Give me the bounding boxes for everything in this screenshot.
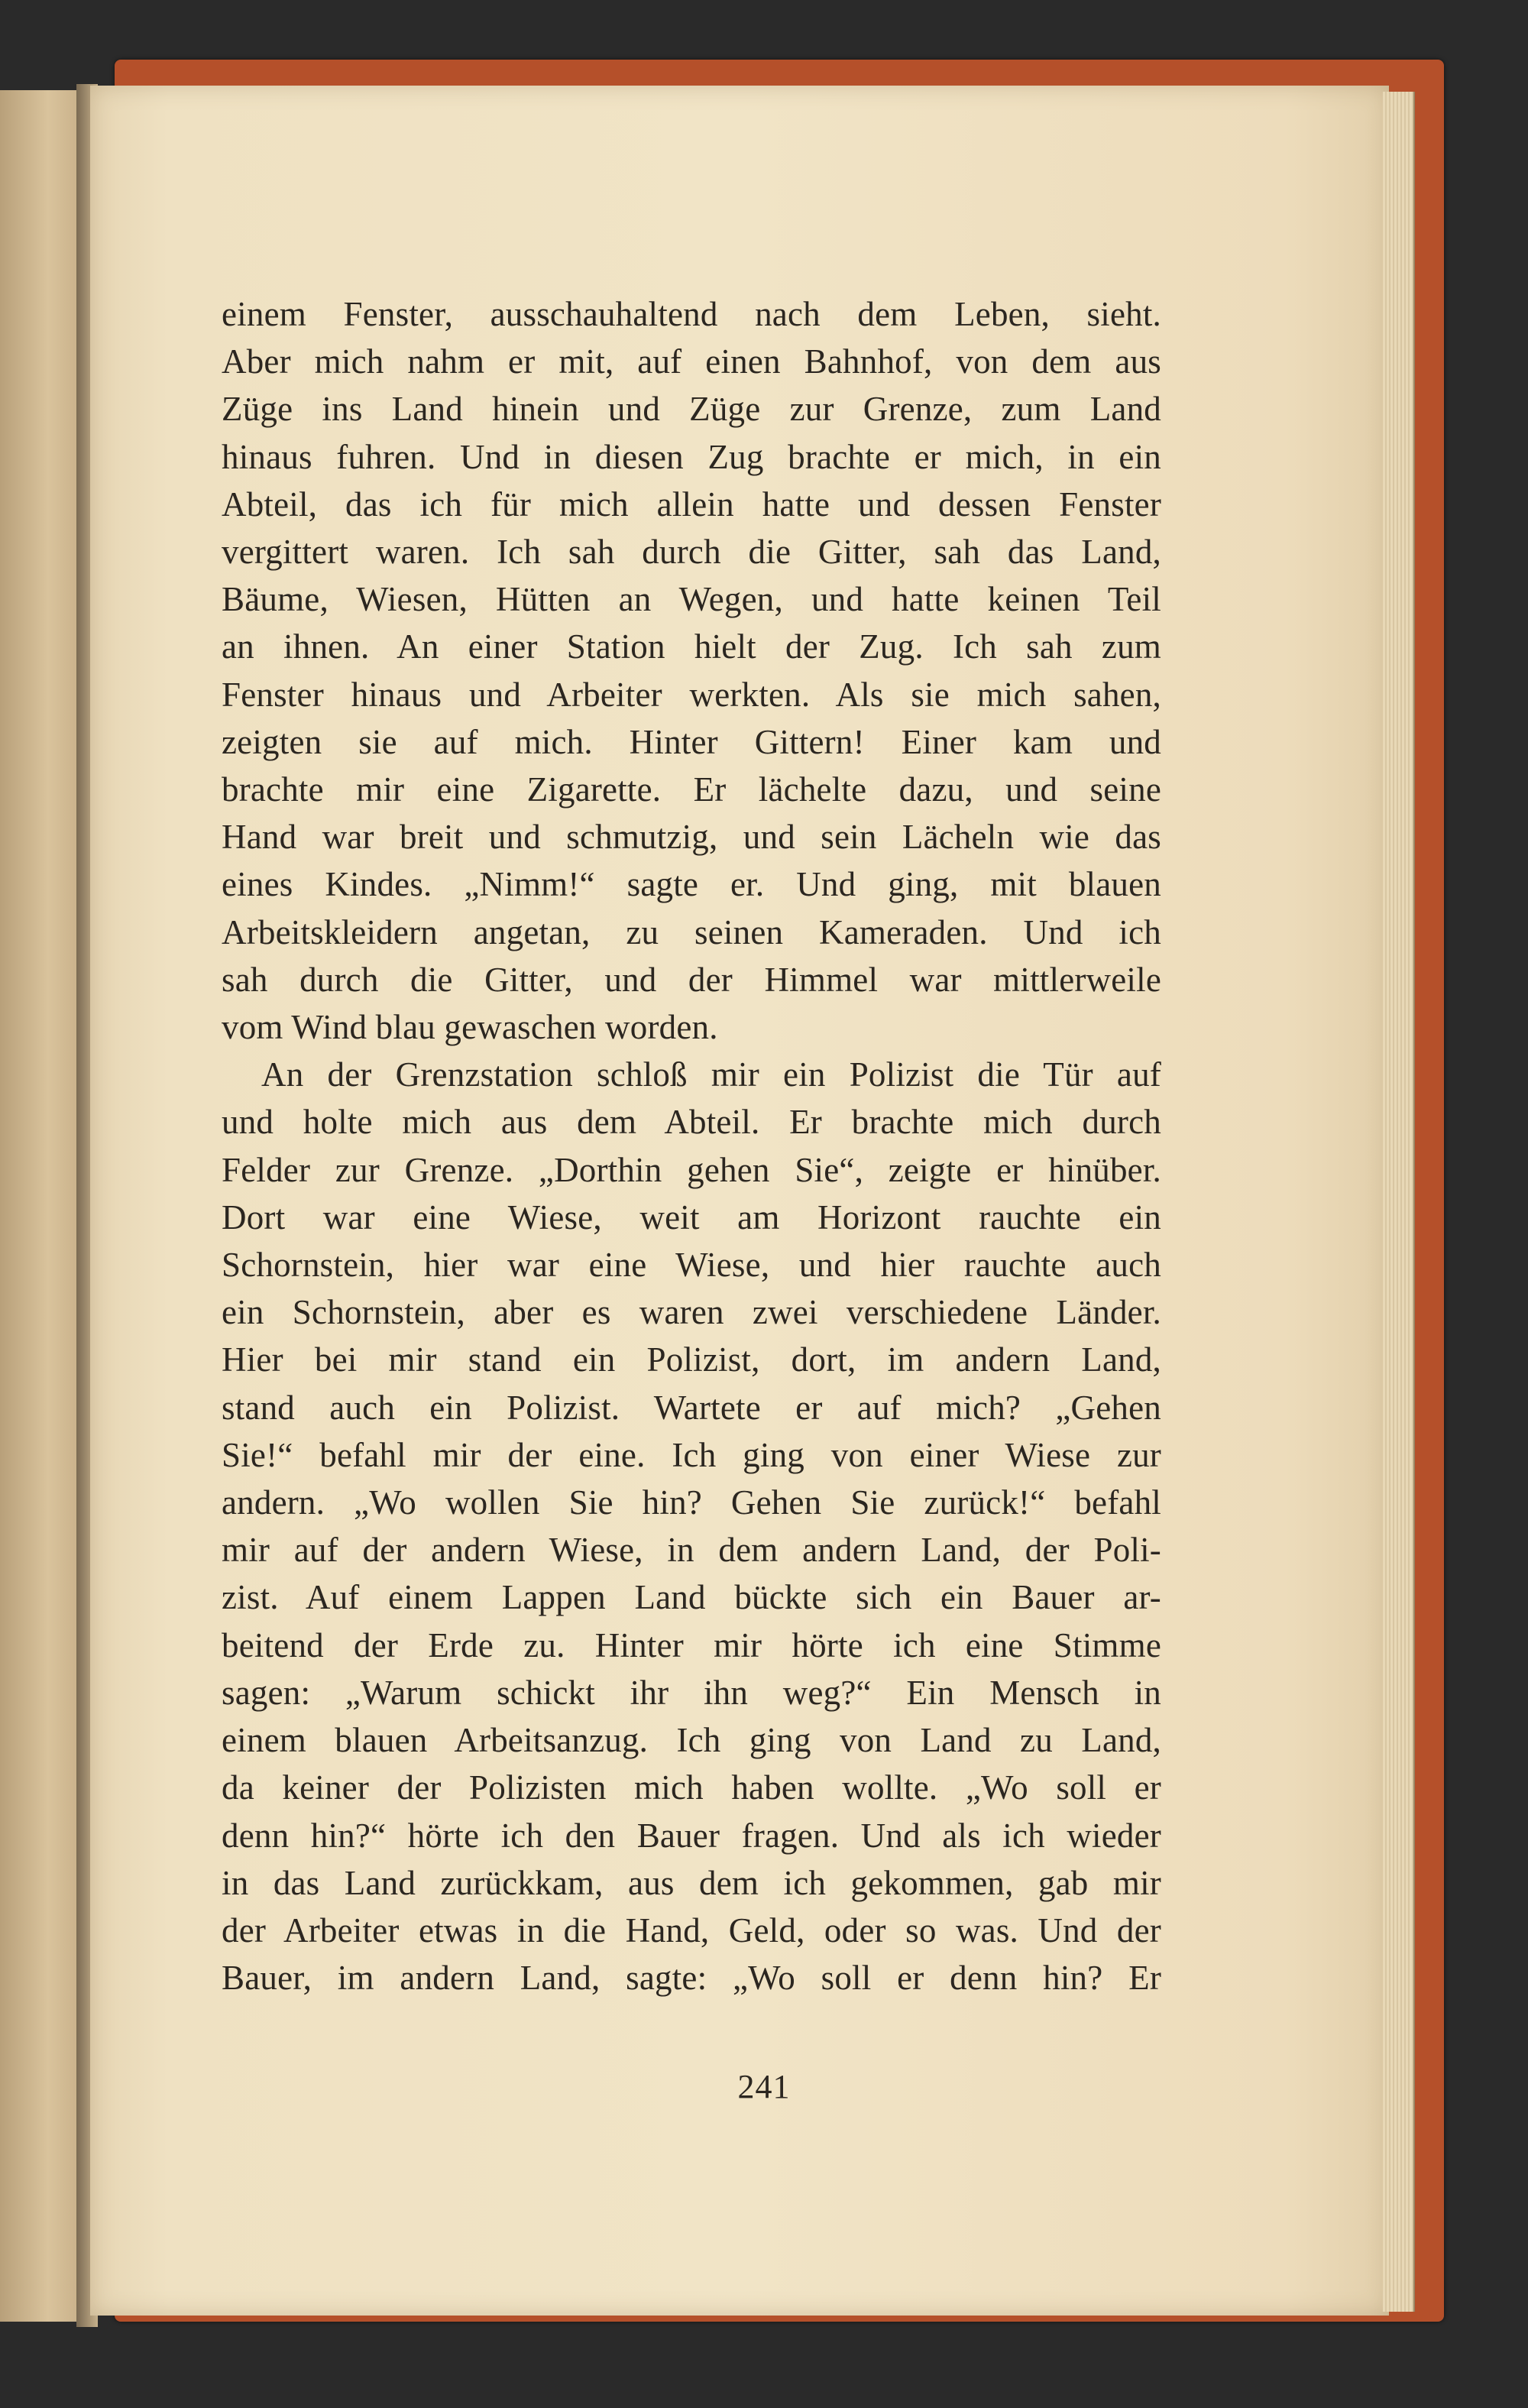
- page-text: [222, 290, 1161, 2001]
- text-line: Abteil, das ich für mich allein hatte und dessen Fenster: [222, 485, 1161, 523]
- text-line: da keiner der Polizisten mich haben wollte. „Wo soll er: [222, 1768, 1161, 1807]
- text-line: vergittert waren. Ich sah durch die Gitter, sah das Land,: [222, 533, 1161, 572]
- text-line: Arbeitskleidern angetan, zu seinen Kameraden. Und ich: [222, 912, 1161, 951]
- text-line: der Arbeiter etwas in die Hand, Geld, oder so was. Und der: [222, 1911, 1161, 1949]
- page-edges: [1383, 92, 1415, 2312]
- text-line: hinaus fuhren. Und in diesen Zug brachte er mich, in ein: [222, 437, 1161, 476]
- text-line-paragraph-end: vom Wind blau gewaschen worden.: [222, 1008, 718, 1047]
- text-line: denn hin?“ hörte ich den Bauer fragen. Und als ich wieder: [222, 1816, 1161, 1855]
- text-line: Felder zur Grenze. „Dorthin gehen Sie“, zeigte er hinüber.: [222, 1150, 1161, 1189]
- text-line: an ihnen. An einer Station hielt der Zug. Ich sah zum: [222, 627, 1161, 666]
- text-line: Sie!“ befahl mir der eine. Ich ging von einer Wiese zur: [222, 1435, 1161, 1474]
- text-line: Dort war eine Wiese, weit am Horizont rauchte ein: [222, 1198, 1161, 1236]
- text-line: Aber mich nahm er mit, auf einen Bahnhof, von dem aus: [222, 342, 1161, 381]
- text-line: einem blauen Arbeitsanzug. Ich ging von Land zu Land,: [222, 1721, 1161, 1760]
- previous-page-edge: [0, 90, 82, 2322]
- text-line: und holte mich aus dem Abteil. Er brachte mich durch: [222, 1103, 1161, 1142]
- text-line: beitend der Erde zu. Hinter mir hörte ich eine Stimme: [222, 1625, 1161, 1664]
- text-line: ein Schornstein, aber es waren zwei verschiedene Länder.: [222, 1293, 1161, 1332]
- text-line: andern. „Wo wollen Sie hin? Gehen Sie zurück!“ befahl: [222, 1483, 1161, 1522]
- text-line: sagen: „Warum schickt ihr ihn weg?“ Ein Mensch in: [222, 1673, 1161, 1712]
- page-number: 241: [737, 2068, 791, 2105]
- text-line: stand auch ein Polizist. Wartete er auf mich? „Gehen: [222, 1388, 1161, 1427]
- text-line: Züge ins Land hinein und Züge zur Grenze, zum Land: [222, 390, 1161, 429]
- text-line: zeigten sie auf mich. Hinter Gittern! Einer kam und: [222, 722, 1161, 761]
- text-line: Hier bei mir stand ein Polizist, dort, im andern Land,: [222, 1340, 1161, 1379]
- text-line: Bauer, im andern Land, sagte: „Wo soll er denn hin? Er: [222, 1959, 1161, 1998]
- text-line: Hand war breit und schmutzig, und sein Lächeln wie das: [222, 818, 1161, 857]
- text-line: sah durch die Gitter, und der Himmel war mittlerweile: [222, 960, 1161, 999]
- text-line: Bäume, Wiesen, Hütten an Wegen, und hatte keinen Teil: [222, 580, 1161, 619]
- text-line: in das Land zurückkam, aus dem ich gekommen, gab mir: [222, 1863, 1161, 1902]
- text-line: einem Fenster, ausschauhaltend nach dem Leben, sieht.: [222, 295, 1161, 333]
- text-line: Schornstein, hier war eine Wiese, und hier rauchte auch: [222, 1246, 1161, 1285]
- text-line: Fenster hinaus und Arbeiter werkten. Als sie mich sahen,: [222, 675, 1161, 714]
- text-line-paragraph-start: An der Grenzstation schloß mir ein Polizist die Tür auf: [261, 1055, 1161, 1094]
- text-line: eines Kindes. „Nimm!“ sagte er. Und ging, mit blauen: [222, 865, 1161, 904]
- text-line: brachte mir eine Zigarette. Er lächelte dazu, und seine: [222, 770, 1161, 809]
- text-line: mir auf der andern Wiese, in dem andern Land, der Poli-: [222, 1531, 1161, 1570]
- text-line: zist. Auf einem Lappen Land bückte sich ein Bauer ar-: [222, 1578, 1161, 1617]
